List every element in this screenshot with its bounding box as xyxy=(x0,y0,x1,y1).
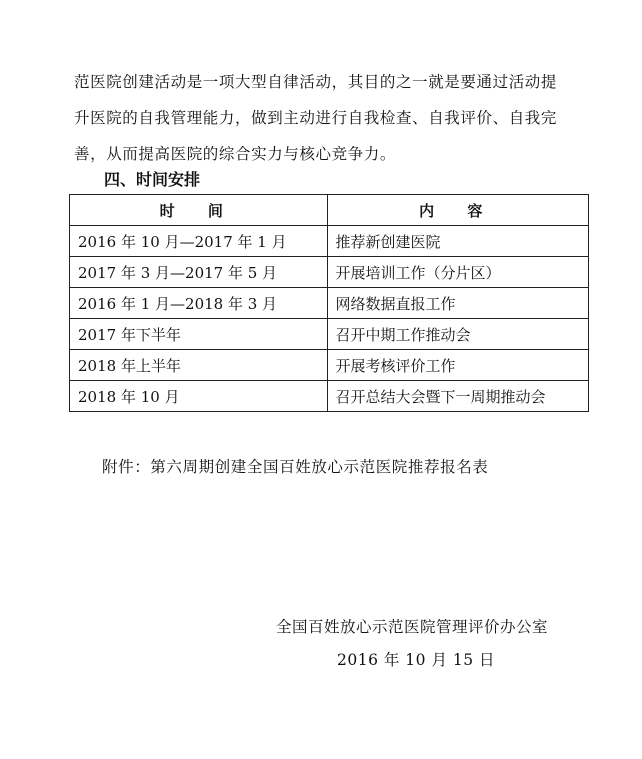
table-row xyxy=(70,257,589,288)
header-content: 内 容 xyxy=(327,195,588,226)
attachment-note: 附件：第六周期创建全国百姓放心示范医院推荐报名表 xyxy=(102,458,489,476)
body-line-2: 升医院的自我管理能力，做到主动进行自我检查、自我评价、自我完 xyxy=(74,109,558,127)
body-line-3: 善，从而提高医院的综合实力与核心竞争力。 xyxy=(74,145,397,163)
schedule-table xyxy=(69,194,589,412)
cell-time: 2017 年下半年 xyxy=(70,319,328,350)
signoff-organization: 全国百姓放心示范医院管理评价办公室 xyxy=(276,618,549,636)
cell-content: 开展考核评价工作 xyxy=(327,350,588,381)
table-row xyxy=(70,288,589,319)
section-heading-schedule: 四、时间安排 xyxy=(104,170,201,189)
cell-content: 召开总结大会暨下一周期推动会 xyxy=(327,381,588,412)
cell-content: 开展培训工作（分片区） xyxy=(327,257,588,288)
cell-time: 2018 年上半年 xyxy=(70,350,328,381)
cell-time: 2016 年 10 月—2017 年 1 月 xyxy=(70,226,328,257)
cell-content: 召开中期工作推动会 xyxy=(327,319,588,350)
table-row xyxy=(70,350,589,381)
table-header-row xyxy=(70,195,589,226)
cell-time: 2018 年 10 月 xyxy=(70,381,328,412)
table-row xyxy=(70,381,589,412)
header-time: 时 间 xyxy=(70,195,328,226)
table-row xyxy=(70,226,589,257)
cell-content: 网络数据直报工作 xyxy=(327,288,588,319)
table-row xyxy=(70,319,589,350)
cell-time: 2017 年 3 月—2017 年 5 月 xyxy=(70,257,328,288)
cell-content: 推荐新创建医院 xyxy=(327,226,588,257)
body-line-1: 范医院创建活动是一项大型自律活动，其目的之一就是要通过活动提 xyxy=(74,73,558,91)
cell-time: 2016 年 1 月—2018 年 3 月 xyxy=(70,288,328,319)
body-paragraph xyxy=(74,64,586,172)
signoff-date: 2016 年 10 月 15 日 xyxy=(337,651,496,669)
